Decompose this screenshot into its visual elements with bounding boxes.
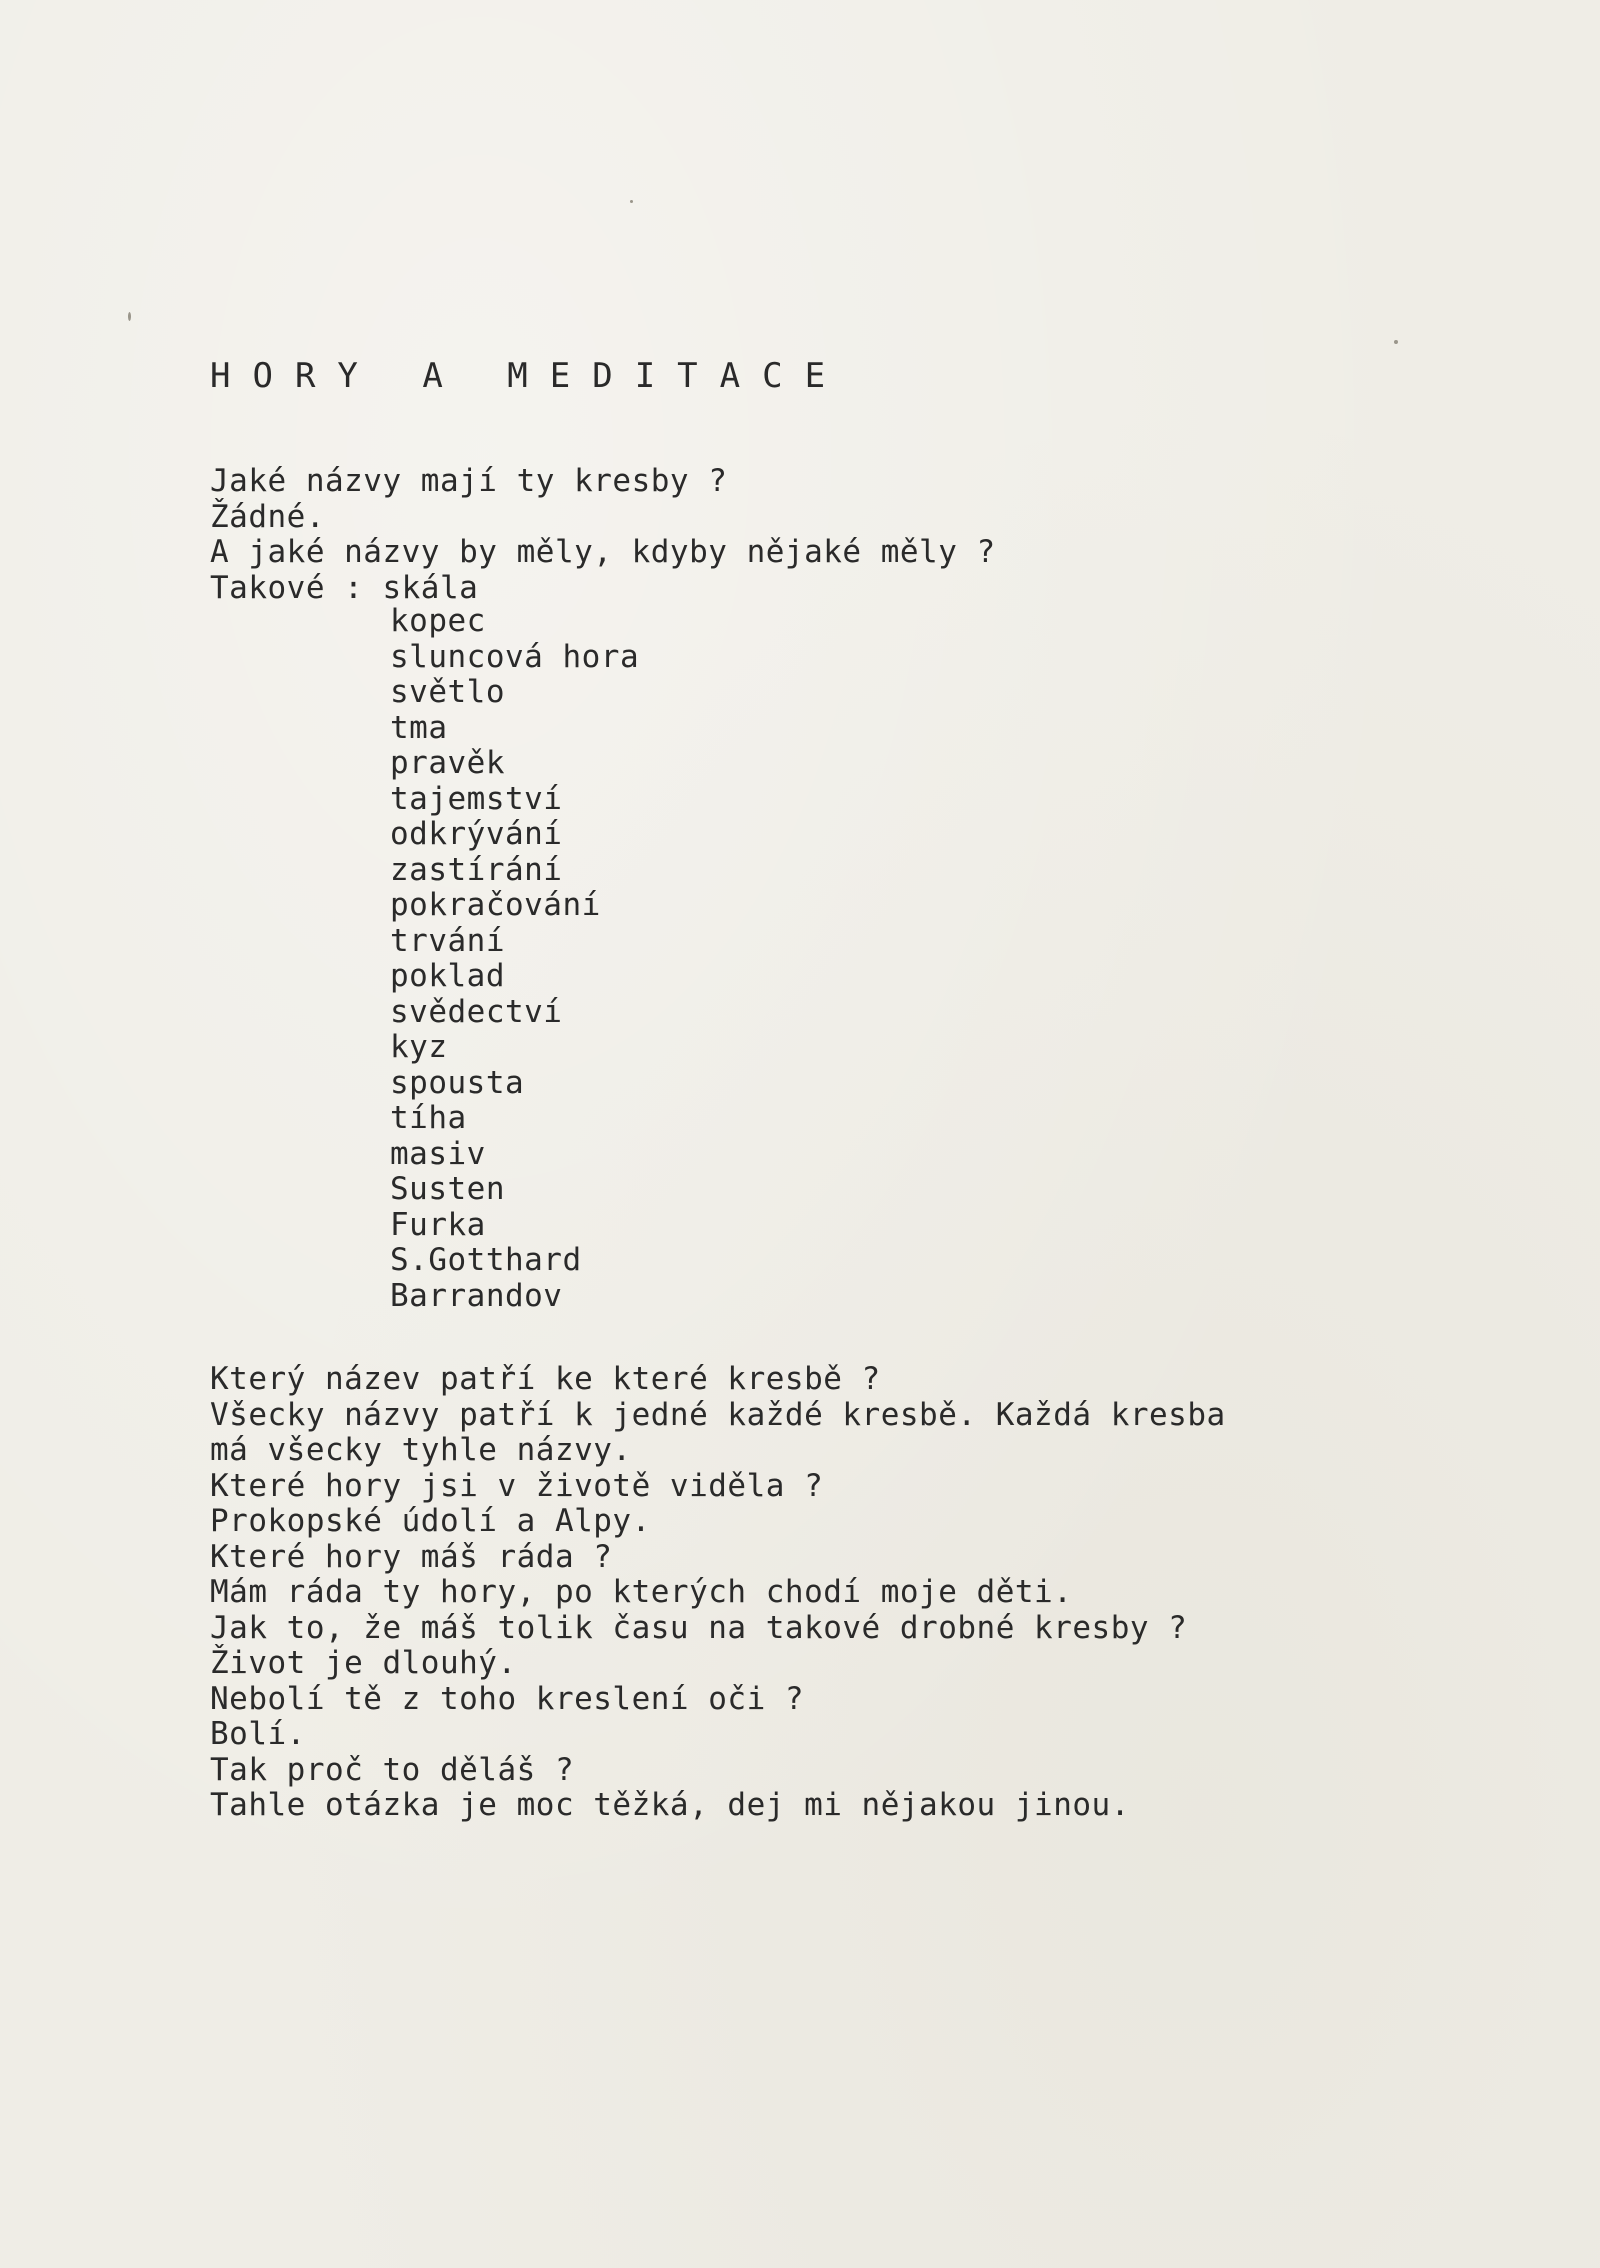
page-title: HORY A MEDITACE	[210, 356, 848, 396]
list-item: kyz	[390, 1029, 448, 1065]
text-line: Které hory máš ráda ?	[210, 1538, 613, 1575]
list-item: masiv	[390, 1135, 486, 1172]
text-line: Které hory jsi v životě viděla ?	[210, 1467, 824, 1504]
list-item: sluncová hora	[390, 638, 640, 675]
list-item: zastírání	[390, 851, 563, 888]
text-line: Který název patří ke které kresbě ?	[210, 1361, 881, 1397]
text-line: Jak to, že máš tolik času na takové drobné kresby ?	[210, 1609, 1188, 1646]
list-item: pravěk	[390, 745, 505, 781]
list-item: tíha	[390, 1100, 467, 1136]
dialogue-bottom	[210, 1362, 1226, 1824]
list-item: svědectví	[390, 993, 563, 1030]
list-item: Susten	[390, 1171, 505, 1207]
text-line: Prokopské údolí a Alpy.	[210, 1503, 651, 1539]
text-line: Všecky názvy patří k jedné každé kresbě. Každá kresba	[210, 1396, 1226, 1433]
list-item: kopec	[390, 603, 486, 639]
text-line: Bolí.	[210, 1716, 306, 1752]
list-item: světlo	[390, 674, 505, 710]
text-line: Žádné.	[210, 498, 325, 535]
text-line: má všecky tyhle názvy.	[210, 1432, 632, 1468]
text-line: Tahle otázka je moc těžká, dej mi nějakou jinou.	[210, 1787, 1130, 1823]
paper-speck	[630, 200, 633, 203]
list-item: spousta	[390, 1064, 525, 1101]
text-line: Takové : skála	[210, 569, 479, 606]
text-line: Nebolí tě z toho kreslení oči ?	[210, 1680, 805, 1717]
list-item: S.Gotthard	[390, 1242, 582, 1278]
dialogue-top	[210, 464, 996, 606]
text-line: Život je dlouhý.	[210, 1645, 517, 1681]
list-item: pokračování	[390, 887, 601, 923]
text-line: A jaké názvy by měly, kdyby nějaké měly ?	[210, 534, 996, 570]
list-item: poklad	[390, 958, 505, 994]
text-line: Tak proč to děláš ?	[210, 1751, 575, 1788]
list-item: Furka	[390, 1206, 486, 1243]
paper-speck	[1394, 340, 1398, 344]
text-line: Jaké názvy mají ty kresby ?	[210, 463, 728, 499]
list-item: odkrývání	[390, 816, 563, 852]
list-item: tajemství	[390, 780, 563, 817]
text-line: Mám ráda ty hory, po kterých chodí moje děti.	[210, 1574, 1073, 1610]
list-item: trvání	[390, 922, 505, 959]
list-item: tma	[390, 709, 448, 746]
paper-speck	[128, 312, 131, 321]
list-item: Barrandov	[390, 1277, 563, 1314]
name-list	[390, 604, 639, 1314]
